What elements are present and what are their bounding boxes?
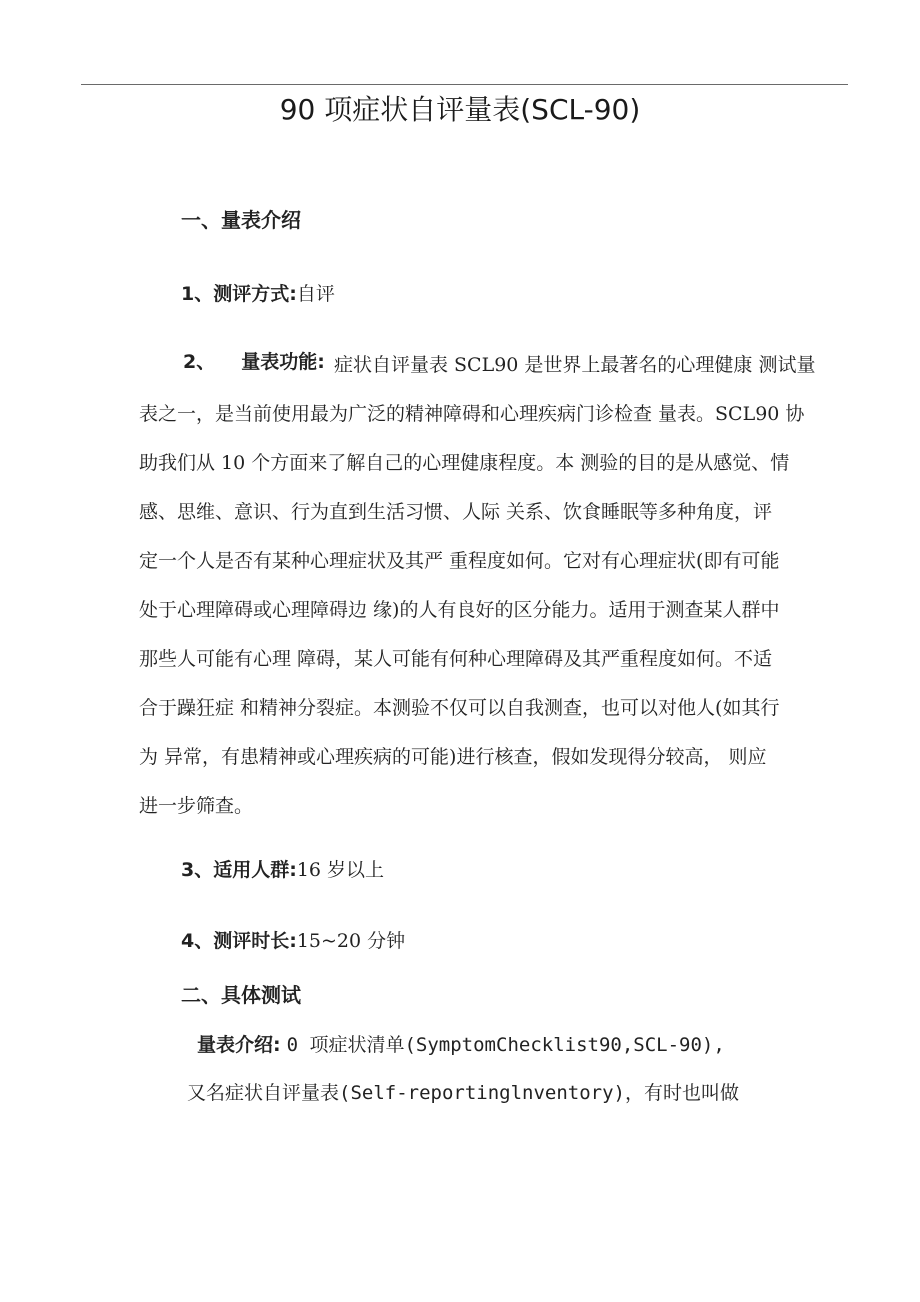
paragraph-line: 那些人可能有心理 障碍，某人可能有何种心理障碍及其严重程度如何。不适 <box>139 648 773 670</box>
paragraph-line: 处于心理障碍或心理障碍边 缘)的人有良好的区分能力。适用于测查某人群中 <box>139 599 780 621</box>
item-assessment-method <box>181 282 335 306</box>
intro-label: 量表介绍: <box>197 1034 281 1056</box>
item-label: 量表功能: <box>241 351 325 373</box>
paragraph-line: 感、思维、意识、行为直到生活习惯、人际 关系、饮食睡眠等多种角度，评 <box>139 501 773 523</box>
item-value: 16 岁以上 <box>296 859 385 881</box>
function-description <box>139 350 849 830</box>
item-label: 1、测评方式: <box>181 283 297 305</box>
item-label: 4、测评时长: <box>181 930 297 952</box>
paragraph-line: 助我们从 10 个方面来了解自己的心理健康程度。本 测验的目的是从感觉、情 <box>139 452 790 474</box>
item-label: 3、适用人群: <box>181 859 297 881</box>
paragraph-line: 表之一，是当前使用最为广泛的精神障碍和心理疾病门诊检查 量表。SCL90 协 <box>139 403 805 425</box>
test-intro-line1 <box>197 1033 725 1057</box>
document-title: 90 项症状自评量表(SCL-90) <box>279 93 641 126</box>
paragraph-line: 合于躁狂症 和精神分裂症。本测验不仅可以自我测查，也可以对他人(如其行 <box>139 697 780 719</box>
item-duration <box>181 929 405 953</box>
paragraph-line: 为 异常，有患精神或心理疾病的可能)进行核查，假如发现得分较高， 则应 <box>139 746 767 768</box>
item-number: 2、 <box>183 351 216 373</box>
section-heading-test: 二、具体测试 <box>181 983 301 1007</box>
section-heading-intro: 一、量表介绍 <box>181 208 301 232</box>
item-value: 15~20 分钟 <box>296 930 406 952</box>
item-target-group <box>181 858 384 882</box>
paragraph-line: 症状自评量表 SCL90 是世界上最著名的心理健康 测试量 <box>334 354 816 376</box>
intro-text: 0 项症状清单(SymptomChecklist90,SCL-90), <box>286 1034 725 1056</box>
item-value: 自评 <box>296 283 335 305</box>
paragraph-line: 进一步筛查。 <box>139 795 254 817</box>
paragraph-line: 定一个人是否有某种心理症状及其严 重程度如何。它对有心理症状(即有可能 <box>139 550 780 572</box>
test-intro-line2: 又名症状自评量表(Self-reportinglnventory)，有时也叫做 <box>187 1082 739 1104</box>
header-rule <box>81 84 848 85</box>
